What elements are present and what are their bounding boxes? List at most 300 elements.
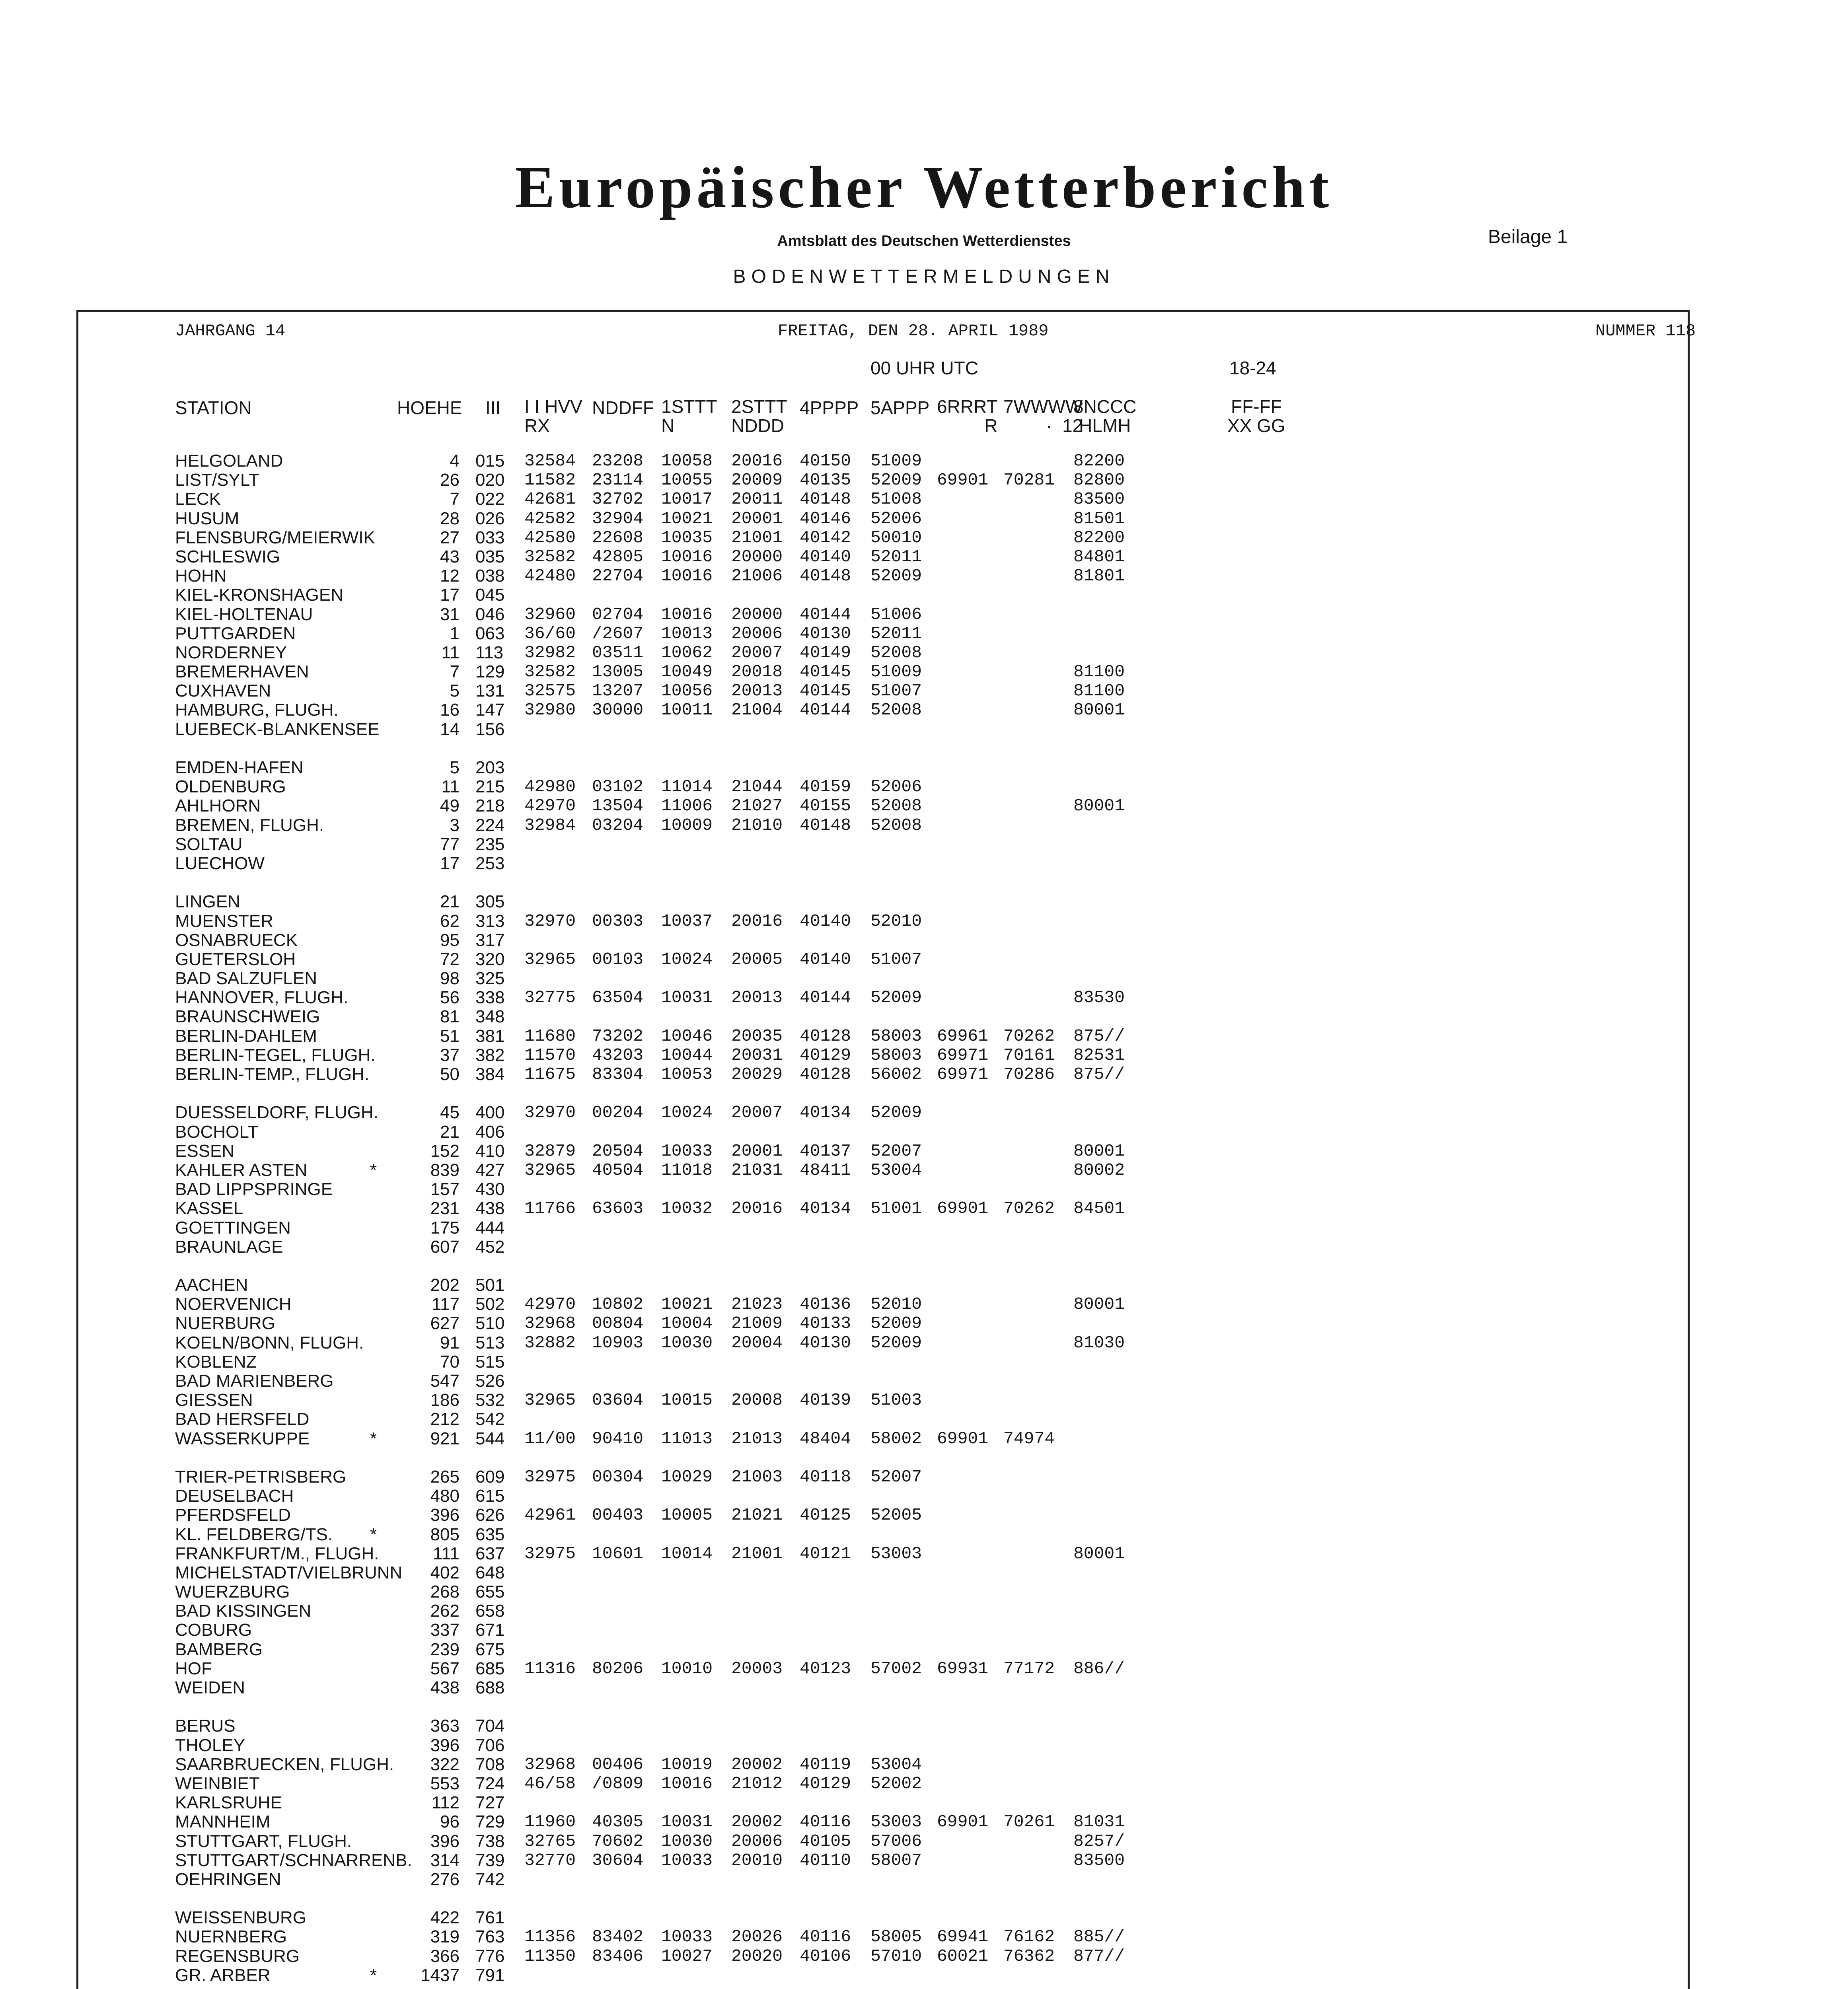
table-cell xyxy=(1003,1103,1063,1122)
table-cell: 501 xyxy=(475,1275,505,1295)
table-cell: 73202 xyxy=(592,1026,644,1046)
table-cell xyxy=(731,1180,791,1199)
table-cell: 21001 xyxy=(731,1543,783,1563)
table-cell: 52011 xyxy=(870,547,922,566)
table-cell: 32775 xyxy=(524,988,576,1008)
table-cell: 40123 xyxy=(800,1658,851,1678)
table-cell: 20031 xyxy=(731,1045,783,1065)
col-header-c2: NDDFF xyxy=(592,397,654,418)
table-cell: 20006 xyxy=(731,1831,783,1851)
table-cell xyxy=(1073,758,1133,777)
table-cell: 21004 xyxy=(731,700,783,720)
table-cell xyxy=(524,892,584,911)
table-cell xyxy=(370,528,382,547)
col-c6 xyxy=(870,452,930,1989)
table-cell xyxy=(370,1410,382,1429)
table-cell xyxy=(1073,1448,1133,1467)
table-cell: 83304 xyxy=(592,1065,644,1084)
table-cell xyxy=(661,1621,721,1640)
table-cell xyxy=(524,1621,584,1640)
table-cell xyxy=(731,1448,791,1467)
table-cell: 20026 xyxy=(731,1927,783,1947)
table-cell xyxy=(1003,950,1063,969)
table-cell xyxy=(592,969,652,988)
table-cell: 20002 xyxy=(731,1812,783,1832)
table-cell xyxy=(937,1544,997,1563)
table-cell xyxy=(1003,605,1063,624)
table-cell: KOBLENZ xyxy=(175,1352,257,1372)
table-cell xyxy=(800,1717,859,1736)
table-cell xyxy=(661,1448,721,1467)
table-cell xyxy=(800,1793,859,1812)
table-cell xyxy=(175,1084,382,1103)
table-cell xyxy=(524,1123,584,1142)
table-cell xyxy=(370,969,382,988)
table-cell: 14 xyxy=(440,719,460,739)
table-cell xyxy=(1003,1448,1063,1467)
table-cell xyxy=(1003,452,1063,471)
table-cell xyxy=(370,777,382,796)
table-cell xyxy=(937,969,997,988)
table-cell xyxy=(592,1908,652,1927)
table-cell: HELGOLAND xyxy=(175,451,283,471)
table-cell xyxy=(937,681,997,701)
table-cell xyxy=(1003,1525,1063,1544)
table-cell: 637 xyxy=(475,1543,505,1563)
table-cell xyxy=(370,1391,382,1410)
table-cell xyxy=(937,1084,997,1103)
table-cell xyxy=(592,720,652,739)
table-cell: 17 xyxy=(440,585,460,605)
table-cell: MANNHEIM xyxy=(175,1812,271,1832)
table-cell: 20504 xyxy=(592,1141,644,1161)
table-cell xyxy=(370,1276,382,1295)
table-cell xyxy=(870,1621,930,1640)
table-cell xyxy=(370,681,382,701)
table-cell: 239 xyxy=(430,1639,460,1659)
table-cell xyxy=(370,1544,382,1563)
table-cell xyxy=(370,720,382,739)
table-cell: KOELN/BONN, FLUGH. xyxy=(175,1333,364,1353)
table-cell: 69901 xyxy=(937,1428,989,1448)
table-cell: 430 xyxy=(475,1179,505,1199)
table-cell: 729 xyxy=(475,1812,505,1832)
table-cell xyxy=(731,1736,791,1755)
table-cell: 32882 xyxy=(524,1333,576,1353)
table-cell: 46/58 xyxy=(524,1773,576,1793)
table-cell: 742 xyxy=(475,1869,505,1889)
table-cell: 40136 xyxy=(800,1294,851,1314)
table-cell xyxy=(175,873,382,892)
table-cell: 547 xyxy=(430,1371,460,1391)
table-cell: * xyxy=(370,1965,377,1985)
table-cell xyxy=(524,1870,584,1889)
table-cell: 81501 xyxy=(1073,508,1125,528)
table-cell: 42480 xyxy=(524,566,576,586)
table-cell: 42970 xyxy=(524,1294,576,1314)
table-cell: 40128 xyxy=(800,1026,851,1046)
table-cell: 212 xyxy=(430,1409,460,1429)
table-cell: 11356 xyxy=(524,1927,576,1947)
table-cell xyxy=(731,758,791,777)
table-cell xyxy=(800,892,859,911)
table-cell: 40144 xyxy=(800,700,851,720)
col-c4 xyxy=(731,452,791,1989)
table-cell xyxy=(870,1084,930,1103)
table-cell: 81030 xyxy=(1073,1333,1125,1353)
table-cell xyxy=(1073,1180,1133,1199)
table-cell xyxy=(524,1257,584,1276)
table-cell: 218 xyxy=(475,796,505,816)
table-cell: 020 xyxy=(475,470,505,490)
table-cell: 53003 xyxy=(870,1812,922,1832)
table-cell: BERLIN-DAHLEM xyxy=(175,1026,317,1046)
table-cell xyxy=(524,1736,584,1755)
table-cell xyxy=(937,1582,997,1602)
table-cell: 20011 xyxy=(731,489,783,509)
table-cell: 42980 xyxy=(524,777,576,797)
table-cell xyxy=(524,1717,584,1736)
table-cell xyxy=(661,1007,721,1026)
table-cell: 10014 xyxy=(661,1543,713,1563)
table-cell xyxy=(1003,1582,1063,1602)
table-cell xyxy=(394,1257,460,1276)
table-cell: 10021 xyxy=(661,508,713,528)
table-cell xyxy=(800,1007,859,1026)
table-cell xyxy=(592,1525,652,1544)
table-cell xyxy=(592,1678,652,1697)
col-header-iii: III xyxy=(485,397,501,418)
table-cell xyxy=(731,739,791,758)
table-cell xyxy=(1073,1391,1133,1410)
table-cell: BREMEN, FLUGH. xyxy=(175,815,324,835)
table-cell xyxy=(370,1314,382,1333)
table-cell xyxy=(370,1199,382,1218)
table-cell: 80001 xyxy=(1073,700,1125,720)
beilage-label: Beilage 1 xyxy=(1488,226,1568,247)
table-cell: 10015 xyxy=(661,1390,713,1410)
table-cell xyxy=(1073,1372,1133,1391)
table-cell: 8257/ xyxy=(1073,1831,1125,1851)
table-cell: 366 xyxy=(430,1946,460,1966)
table-cell xyxy=(661,1717,721,1736)
table-cell xyxy=(1073,1563,1133,1582)
table-cell: 635 xyxy=(475,1524,505,1544)
table-cell xyxy=(524,1966,584,1985)
table-cell xyxy=(370,1697,382,1717)
table-cell: 57006 xyxy=(870,1831,922,1851)
table-cell: 10062 xyxy=(661,642,713,662)
col-header-c8: 7WWWW · 12 xyxy=(1003,396,1083,436)
table-cell: 40149 xyxy=(800,642,851,662)
table-cell xyxy=(1003,1889,1063,1908)
table-cell xyxy=(370,1602,382,1621)
table-cell: 526 xyxy=(475,1371,505,1391)
table-cell xyxy=(661,1966,721,1985)
table-cell: 035 xyxy=(475,547,505,566)
table-cell: 31 xyxy=(440,604,460,624)
table-cell: 410 xyxy=(475,1141,505,1161)
table-cell xyxy=(870,835,930,854)
table-cell: 10033 xyxy=(661,1850,713,1870)
table-cell xyxy=(731,1123,791,1142)
table-cell xyxy=(800,586,859,605)
table-cell xyxy=(661,1908,721,1927)
table-cell xyxy=(937,1391,997,1410)
table-cell: 10004 xyxy=(661,1314,713,1333)
table-cell: 704 xyxy=(475,1716,505,1736)
table-cell xyxy=(937,662,997,681)
table-cell xyxy=(1073,1582,1133,1602)
table-cell: 82531 xyxy=(1073,1045,1125,1065)
table-cell: 70281 xyxy=(1003,470,1055,490)
table-cell: 10011 xyxy=(661,700,713,720)
table-cell xyxy=(937,1697,997,1717)
table-cell: 10010 xyxy=(661,1658,713,1678)
table-cell: 10029 xyxy=(661,1467,713,1487)
table-cell xyxy=(937,1793,997,1812)
table-cell: 708 xyxy=(475,1754,505,1774)
table-cell xyxy=(661,1257,721,1276)
table-cell xyxy=(1003,1276,1063,1295)
table-cell: 763 xyxy=(475,1927,505,1947)
table-cell: BAD MARIENBERG xyxy=(175,1371,334,1391)
table-cell: 314 xyxy=(430,1850,460,1870)
table-cell: 1437 xyxy=(421,1965,460,1985)
table-cell: 20007 xyxy=(731,1103,783,1123)
table-cell xyxy=(1073,605,1133,624)
table-cell: 396 xyxy=(430,1505,460,1525)
table-cell: 609 xyxy=(475,1467,505,1487)
table-cell xyxy=(937,490,997,509)
table-cell xyxy=(1003,1678,1063,1697)
table-cell: 438 xyxy=(430,1678,460,1697)
table-cell xyxy=(1073,873,1133,892)
table-cell: 313 xyxy=(475,911,505,931)
table-cell xyxy=(592,1717,652,1736)
table-cell xyxy=(1073,912,1133,931)
table-cell xyxy=(1003,739,1063,758)
table-cell xyxy=(731,1985,791,1989)
table-cell: PFERDSFELD xyxy=(175,1505,291,1525)
table-cell: 438 xyxy=(475,1199,505,1218)
table-cell xyxy=(1003,1410,1063,1429)
table-cell xyxy=(175,1257,382,1276)
table-cell xyxy=(1003,1774,1063,1793)
table-cell: 23208 xyxy=(592,451,644,471)
table-cell: 00103 xyxy=(592,949,644,969)
table-cell xyxy=(870,1582,930,1602)
table-cell: 317 xyxy=(475,930,505,950)
table-cell xyxy=(370,892,382,911)
table-cell xyxy=(1003,1391,1063,1410)
table-cell: 626 xyxy=(475,1505,505,1525)
table-cell xyxy=(800,1410,859,1429)
table-cell xyxy=(661,739,721,758)
table-cell xyxy=(731,586,791,605)
table-cell: 4 xyxy=(450,451,460,471)
table-cell: /2607 xyxy=(592,623,644,643)
table-cell: 58007 xyxy=(870,1850,922,1870)
table-cell xyxy=(524,739,584,758)
table-cell: 52010 xyxy=(870,1294,922,1314)
table-cell: 658 xyxy=(475,1601,505,1621)
table-cell: 43203 xyxy=(592,1045,644,1065)
table-cell: 52008 xyxy=(870,700,922,720)
table-cell: 20006 xyxy=(731,623,783,643)
table-cell xyxy=(1073,1506,1133,1525)
table-cell: 77172 xyxy=(1003,1658,1055,1678)
table-cell xyxy=(370,1947,382,1966)
table-cell xyxy=(1003,796,1063,815)
table-cell: HAMBURG, FLUGH. xyxy=(175,700,339,720)
table-cell: 685 xyxy=(475,1658,505,1678)
table-cell: 544 xyxy=(475,1428,505,1448)
table-cell xyxy=(370,758,382,777)
table-cell xyxy=(800,1697,859,1717)
table-cell: 42970 xyxy=(524,796,576,816)
col-c8 xyxy=(1003,452,1063,1989)
table-cell xyxy=(661,1410,721,1429)
table-cell: 52009 xyxy=(870,988,922,1008)
table-cell xyxy=(370,1563,382,1582)
table-cell xyxy=(937,1295,997,1314)
table-cell: 396 xyxy=(430,1831,460,1851)
table-cell xyxy=(1003,662,1063,681)
table-cell xyxy=(661,758,721,777)
table-cell xyxy=(870,1353,930,1372)
table-cell: 58005 xyxy=(870,1927,922,1947)
table-cell: 40142 xyxy=(800,527,851,547)
table-cell: 21023 xyxy=(731,1294,783,1314)
table-cell: 11766 xyxy=(524,1199,576,1218)
table-cell: * xyxy=(370,1428,377,1448)
range-label: 18-24 xyxy=(1229,358,1276,378)
table-cell: 52007 xyxy=(870,1141,922,1161)
table-cell xyxy=(524,931,584,950)
table-cell: 10017 xyxy=(661,489,713,509)
table-cell xyxy=(1003,1985,1063,1989)
table-cell xyxy=(475,1448,515,1467)
table-cell: LUEBECK-BLANKENSEE xyxy=(175,719,380,739)
table-cell xyxy=(1003,1506,1063,1525)
table-cell: HOHN xyxy=(175,566,227,586)
table-cell xyxy=(1003,1467,1063,1487)
table-cell: 21021 xyxy=(731,1505,783,1525)
table-cell: WUERZBURG xyxy=(175,1582,290,1602)
table-cell xyxy=(175,1697,382,1717)
table-cell: 56 xyxy=(440,988,460,1008)
table-cell: 52006 xyxy=(870,508,922,528)
table-cell: 10037 xyxy=(661,911,713,931)
table-cell: SCHLESWIG xyxy=(175,547,280,566)
table-cell: 00804 xyxy=(592,1314,644,1333)
table-cell xyxy=(800,854,859,873)
table-cell: 69961 xyxy=(937,1026,989,1046)
table-cell xyxy=(1073,1908,1133,1927)
table-cell: DUESSELDORF, FLUGH. xyxy=(175,1103,378,1123)
table-cell xyxy=(800,1870,859,1889)
table-cell: 224 xyxy=(475,815,505,835)
table-cell: 10005 xyxy=(661,1505,713,1525)
table-cell: NORDERNEY xyxy=(175,642,287,662)
table-cell: KIEL-HOLTENAU xyxy=(175,604,313,624)
table-cell: 402 xyxy=(430,1563,460,1582)
table-cell: 42805 xyxy=(592,547,644,566)
table-cell xyxy=(1073,1697,1133,1717)
table-cell: 53003 xyxy=(870,1543,922,1563)
table-cell: 28 xyxy=(440,508,460,528)
table-cell: 69931 xyxy=(937,1658,989,1678)
table-cell xyxy=(1073,624,1133,643)
table-cell xyxy=(661,1238,721,1257)
table-cell xyxy=(1003,1180,1063,1199)
table-cell xyxy=(870,1487,930,1506)
table-cell xyxy=(1003,1295,1063,1314)
table-cell: 70262 xyxy=(1003,1199,1055,1218)
table-cell xyxy=(870,1870,930,1889)
table-cell: 10016 xyxy=(661,566,713,586)
table-cell xyxy=(870,1793,930,1812)
table-cell: 10027 xyxy=(661,1946,713,1966)
table-cell: 32975 xyxy=(524,1543,576,1563)
table-cell xyxy=(524,1276,584,1295)
table-cell xyxy=(370,873,382,892)
table-cell: 69971 xyxy=(937,1065,989,1084)
table-cell xyxy=(731,1238,791,1257)
table-cell: 32582 xyxy=(524,547,576,566)
table-cell: 40125 xyxy=(800,1505,851,1525)
table-cell xyxy=(661,854,721,873)
table-cell: 00406 xyxy=(592,1754,644,1774)
table-cell xyxy=(370,1927,382,1946)
table-cell: 21044 xyxy=(731,777,783,797)
table-cell: 83402 xyxy=(592,1927,644,1947)
table-cell: 20007 xyxy=(731,642,783,662)
table-cell: GOETTINGEN xyxy=(175,1218,291,1238)
table-cell xyxy=(592,1736,652,1755)
table-cell xyxy=(524,1372,584,1391)
table-cell xyxy=(1003,969,1063,988)
table-cell xyxy=(1073,1487,1133,1506)
table-cell: 52010 xyxy=(870,911,922,931)
table-cell xyxy=(870,739,930,758)
col-c5 xyxy=(800,452,859,1989)
table-cell: 30000 xyxy=(592,700,644,720)
table-cell: 32965 xyxy=(524,1390,576,1410)
table-cell: 49 xyxy=(440,796,460,816)
table-cell: 32980 xyxy=(524,700,576,720)
table-cell: 382 xyxy=(475,1045,505,1065)
table-cell: 40305 xyxy=(592,1812,644,1832)
table-cell xyxy=(870,969,930,988)
table-cell xyxy=(870,1372,930,1391)
table-cell xyxy=(937,1103,997,1122)
table-cell: 11 xyxy=(441,642,460,662)
table-cell xyxy=(937,873,997,892)
table-cell: KL. FELDBERG/TS. xyxy=(175,1524,333,1544)
table-cell: 13207 xyxy=(592,681,644,701)
table-cell xyxy=(870,931,930,950)
table-cell: 83500 xyxy=(1073,489,1125,509)
table-cell: 203 xyxy=(475,758,505,777)
table-cell xyxy=(1003,1851,1063,1870)
table-cell xyxy=(800,720,859,739)
table-cell xyxy=(800,1353,859,1372)
table-cell: 10032 xyxy=(661,1199,713,1218)
table-cell: MICHELSTADT/VIELBRUNN xyxy=(175,1563,403,1582)
table-cell xyxy=(870,1180,930,1199)
